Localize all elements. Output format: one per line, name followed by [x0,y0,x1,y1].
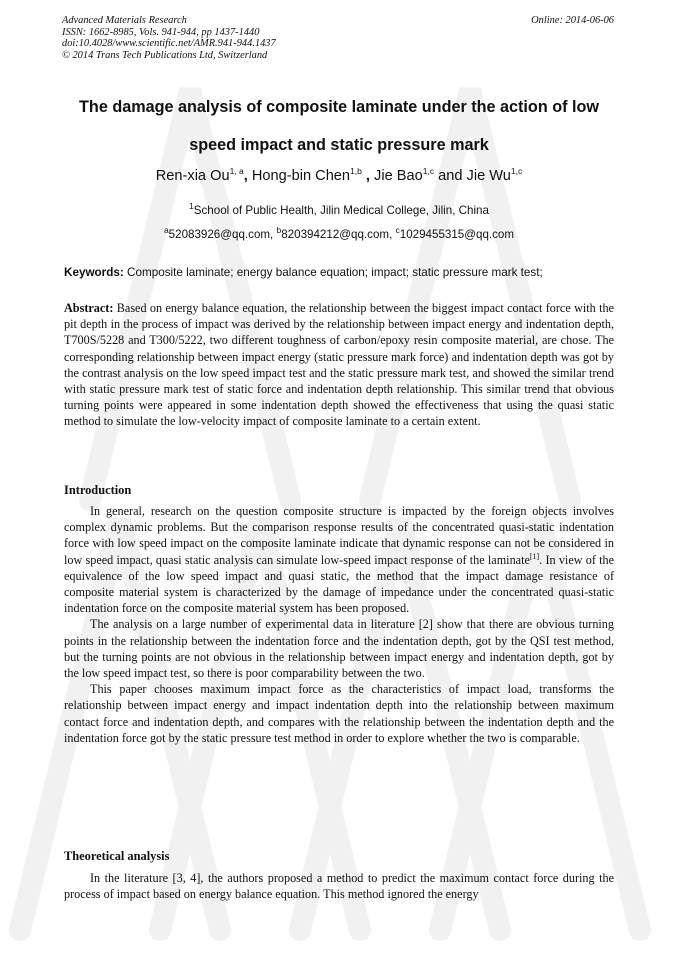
section-heading-introduction: Introduction [64,483,132,497]
author-affil-sup: 1,c [510,166,523,177]
issn-line: ISSN: 1662-8985, Vols. 941-944, pp 1437-1440 [62,26,260,38]
affiliation [30,203,648,219]
paragraph-text: In general, research on the question composite structure is impacted by the foreign objects involves complex dynamic problems. But the comparison response results of the concentrated quasi-static indentation force with low speed impact on the composite laminate indicate that dynamic response can not be considered in low speed impact, quasi static analysis can simulate low-speed impact response of the laminate [64,504,614,567]
author-name: Hong-bin Chen [251,168,351,184]
paragraph-text: . In view of the equivalence of the low speed impact and quasi static, the method that the impact damage resistance of composite material system is characterized by the damage of impedance under the concentrated quasi-static indentation force on the composite material system has been proposed. [64,552,614,616]
keywords-text: Composite laminate; energy balance equation; impact; static pressure mark test; [123,266,543,279]
affiliation-text: School of Public Health, Jilin Medical College, Jilin, China [193,204,489,217]
paragraph: The analysis on a large number of experimental data in literature [2] show that there are obvious turning points in the relationship between the indentation force and the indentation depth, got by the QSI test method, but the turning points are not obvious in the relationship between impact energy and indentation depth, got by the low speed impact test, so there is poor comparability between the two. [64,617,614,681]
email-address[interactable]: 820394212@qq.com [281,228,390,241]
paragraph: This paper chooses maximum impact force as the characteristics of impact load, transforms the relationship between impact energy and impact indentation depth into the relationship between maximum contact force and indentation depth, and compares with the relationship between the indentation depth and the indentation force got by the static pressure test method in order to explore whether the two is comparable. [64,682,614,745]
theory-body [64,870,614,902]
abstract-text: Based on energy balance equation, the relationship between the biggest impact contact force with the pit depth in the process of impact was derived by the relationship between impact energy and indentation depth, T700S/5228 and T300/5222, two different toughness of carbon/epoxy resin composite material, are chose. The corresponding relationship between impact energy (static pressure mark force) and indentation depth was got by the contrast analysis on the low speed impact test and the static pressure mark test, and showed the similar trend with static pressure mark test of static force and indentation depth relationship. This similar trend that obvious turning points were appeared in some indentation depth showed the effectiveness that using the quasi static method to simulate the low-velocity impact of composite laminate to a certain extent. [64,301,614,429]
abstract [64,300,614,430]
introduction-body [64,503,614,746]
copyright-line: © 2014 Trans Tech Publications Ltd, Switzerland [62,49,268,61]
email-address[interactable]: 1029455315@qq.com [399,228,515,241]
author-name: Jie Bao [374,168,423,184]
section-heading-theoretical-analysis: Theoretical analysis [64,849,170,863]
email-list [30,227,648,243]
author-name: Jie Wu [466,168,511,184]
doi-line[interactable]: doi:10.4028/www.scientific.net/AMR.941-944.1437 [62,38,276,50]
email-sup: a [163,225,169,236]
paper-title [40,88,638,164]
author-separator: and [434,168,467,184]
journal-name: Advanced Materials Research [62,15,187,26]
author-name: Ren-xia Ou [155,168,230,184]
paragraph [64,503,614,616]
email-sup: c [395,225,400,236]
author-list [30,166,648,186]
publication-header [62,15,614,61]
email-separator: , [389,228,396,241]
abstract-label: Abstract: [64,301,114,315]
email-separator: , [270,228,277,241]
paragraph: In the literature [3, 4], the authors proposed a method to predict the maximum contact force during the process of impact based on energy balance equation. This method ignored the energy [64,871,614,902]
keywords-label: Keywords: [64,266,124,279]
keywords [64,265,616,281]
author-affil-sup: 1,b [350,166,362,177]
author-separator: , [361,168,375,184]
author-affil-sup: 1,c [422,166,435,177]
title-line-2: speed impact and static pressure mark [189,136,489,154]
online-date: Online: 2014-06-06 [531,15,614,26]
citation-sup[interactable]: [1] [529,551,540,561]
author-separator: , [243,168,252,184]
title-line-1: The damage analysis of composite laminate under the action of low [79,98,599,116]
author-affil-sup: 1, a [229,166,244,177]
email-sup: b [276,225,282,236]
affiliation-sup: 1 [189,201,194,212]
email-address[interactable]: 52083926@qq.com [168,228,271,241]
